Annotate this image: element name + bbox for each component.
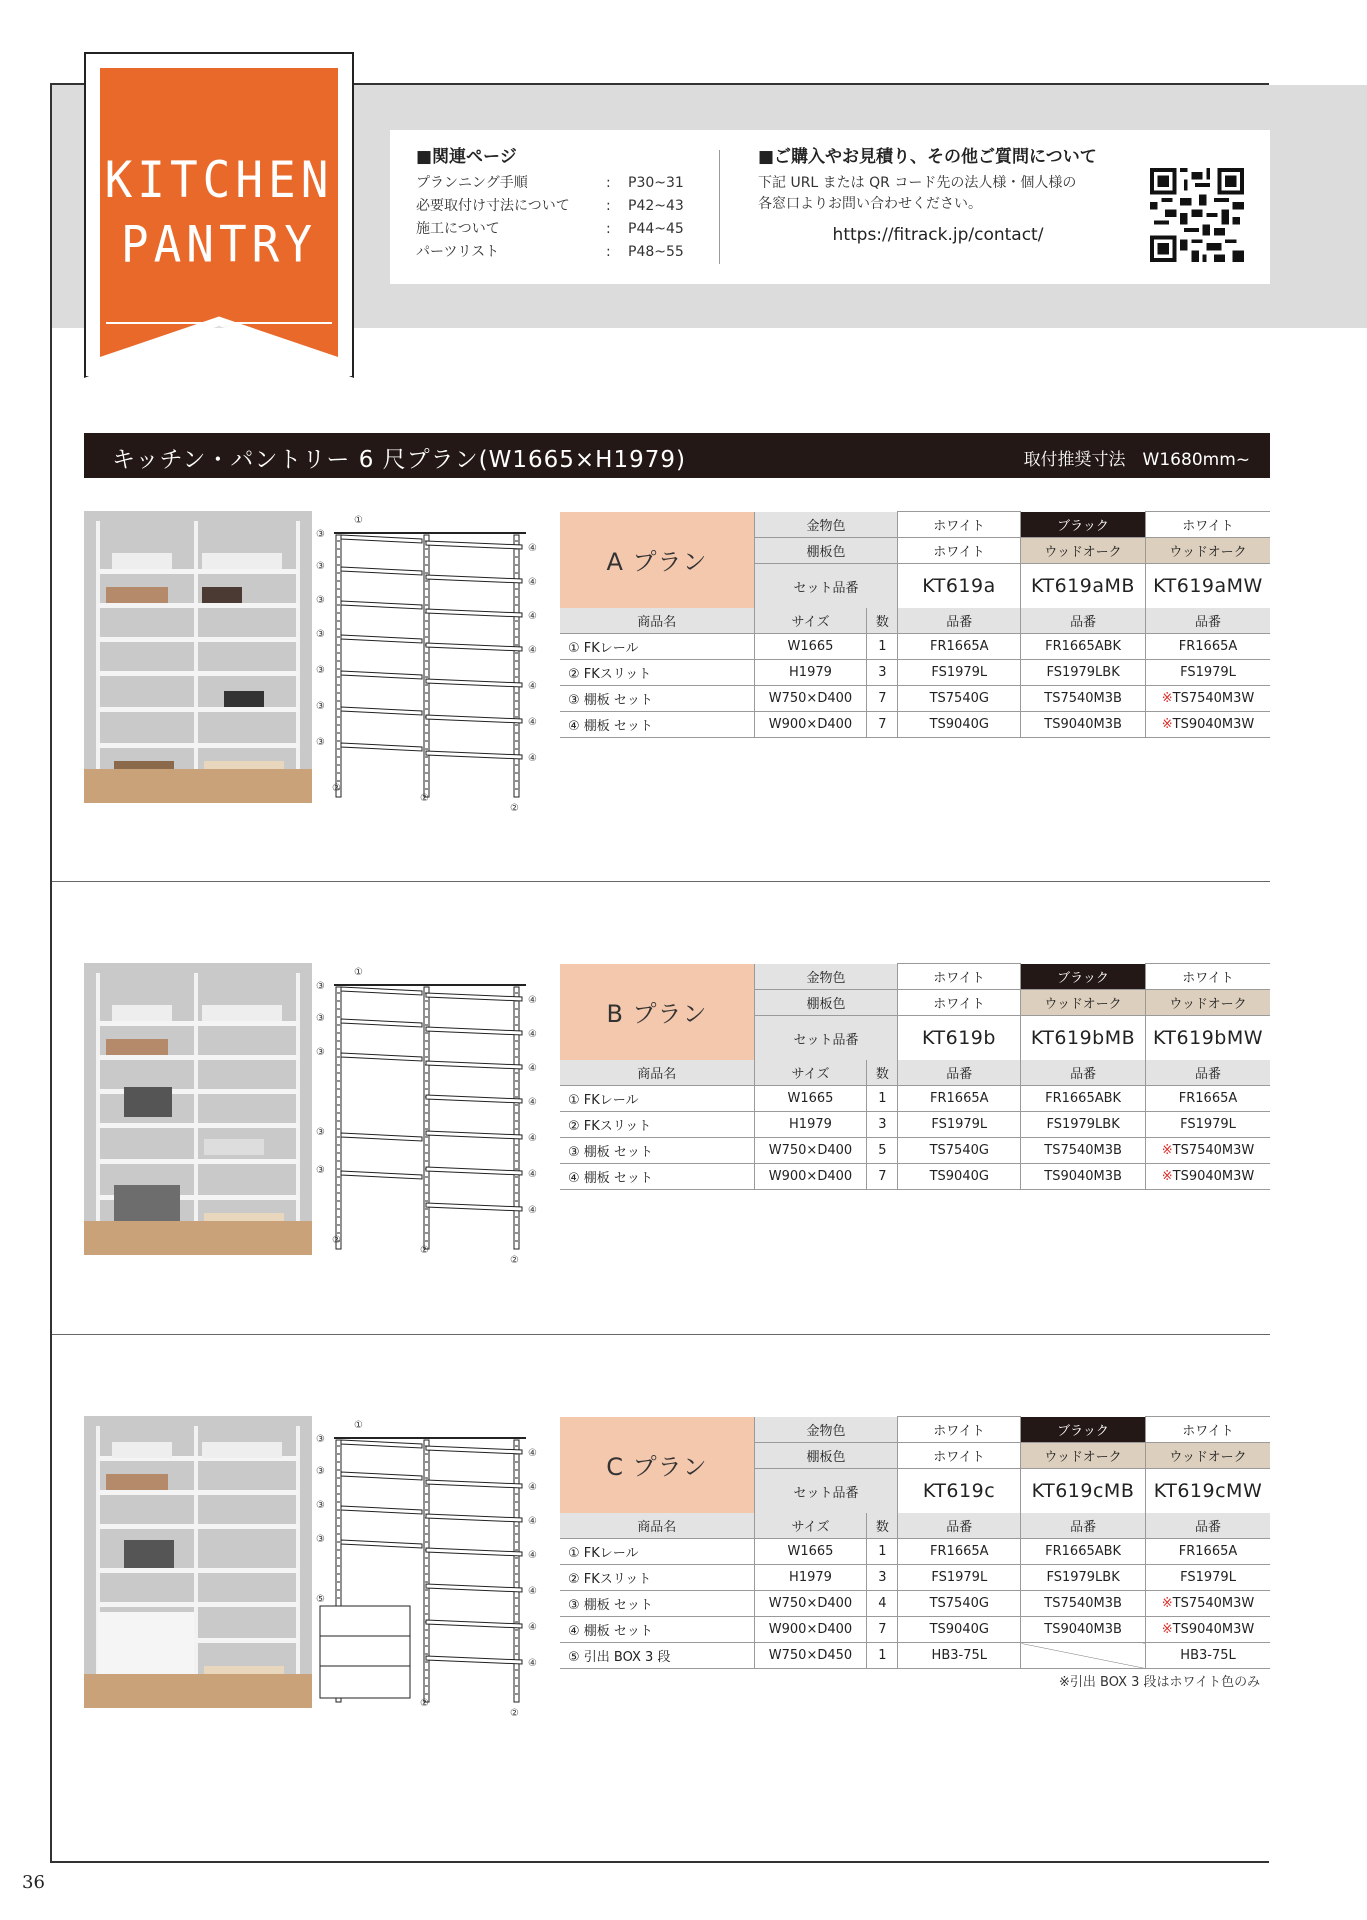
table-row: ② FKスリット H1979 3 FS1979L FS1979LBK FS1979L: [560, 1565, 1270, 1591]
callout: ④: [528, 1448, 537, 1459]
callout: ③: [316, 561, 325, 572]
callout: ④: [528, 1063, 537, 1074]
set-code: KT619a: [898, 564, 1021, 609]
callout: ③: [316, 701, 325, 712]
shelf-left: [341, 1506, 422, 1514]
callout: ④: [528, 1550, 537, 1561]
shelf-right: [426, 643, 522, 651]
callout: ②: [510, 1255, 519, 1266]
shelf-left: [341, 707, 422, 715]
separator: [52, 881, 1270, 882]
section-title-bar: [84, 433, 1270, 478]
callout: ④: [528, 1482, 537, 1493]
callout: ③: [316, 529, 325, 540]
callout: ④: [528, 1029, 537, 1040]
shelf-left: [341, 535, 422, 543]
callout: ③: [316, 1466, 325, 1477]
shelf-right: [426, 1480, 522, 1488]
info-box: [390, 130, 1270, 284]
plan-a-name: A プラン: [560, 512, 755, 609]
table-row: ① FKレール W1665 1 FR1665A FR1665ABK FR1665A: [560, 1086, 1270, 1112]
set-code: KT619aMW: [1146, 564, 1271, 609]
shelf-left: [341, 1053, 422, 1061]
table-row: ③ 棚板 セット W750×D400 5 TS7540G TS7540M3B ※TS7540M3W: [560, 1138, 1270, 1164]
qr-code-icon[interactable]: [1150, 168, 1244, 262]
plan-b-diagram: [314, 963, 554, 1266]
shelf-right: [426, 541, 522, 549]
table-row: ④ 棚板 セット W900×D400 7 TS9040G TS9040M3B ※TS9040M3W: [560, 1617, 1270, 1643]
callout: ②: [420, 1245, 429, 1256]
shelf-right: [426, 1095, 522, 1103]
shelf-left: [341, 987, 422, 995]
callout: ④: [528, 681, 537, 692]
shelf-right: [426, 1656, 522, 1664]
shelf-right: [426, 1548, 522, 1556]
callout: ④: [528, 1097, 537, 1108]
callout: ④: [528, 611, 537, 622]
recommended-size: 取付推奨寸法 W1680mm~: [1023, 450, 1250, 470]
callout: ⑤: [316, 1594, 325, 1605]
shelf-left: [341, 743, 422, 751]
shelf-right: [426, 1203, 522, 1211]
contact-text: 下記 URL または QR コード先の法人様・個人様の 各窓口よりお問い合わせください。: [758, 175, 1077, 212]
callout: ④: [528, 995, 537, 1006]
shelf-left: [341, 1540, 422, 1548]
callout: ④: [528, 753, 537, 764]
table-row: ④ 棚板 セット W900×D400 7 TS9040G TS9040M3B ※TS9040M3W: [560, 1164, 1270, 1190]
contact-section: [758, 142, 1158, 245]
badge-title: [100, 147, 338, 277]
upright: [336, 535, 341, 797]
shelf-right: [426, 1061, 522, 1069]
callout: ②: [420, 1698, 429, 1709]
shelf-left: [341, 671, 422, 679]
plan-c-name: C プラン: [560, 1417, 755, 1514]
callout: ④: [528, 543, 537, 554]
contact-title: ■ご購入やお見積り、その他ご質問について: [758, 147, 1097, 167]
shelf-left: [341, 1019, 422, 1027]
plan-c-table: C プラン 金物色 ホワイト ブラック ホワイト 棚板色 ホワイト ウッドオーク ウッドオーク セット品番 KT619c KT619cMB KT619cMW: [560, 1416, 1270, 1514]
upright: [424, 1440, 429, 1702]
callout: ④: [528, 1205, 537, 1216]
upright: [424, 535, 429, 797]
table-row: ① FKレール W1665 1 FR1665A FR1665ABK FR1665A: [560, 634, 1270, 660]
shelf-right: [426, 1167, 522, 1175]
callout: ③: [316, 1434, 325, 1445]
plan-b-photo: [84, 963, 312, 1255]
shelf-right: [426, 575, 522, 583]
shelf-right: [426, 1027, 522, 1035]
table-row: ② FKスリット H1979 3 FS1979L FS1979LBK FS1979L: [560, 660, 1270, 686]
plan-a-photo: [84, 511, 312, 803]
callout: ④: [528, 1658, 537, 1669]
table-row: ① FKレール W1665 1 FR1665A FR1665ABK FR1665A: [560, 1539, 1270, 1565]
related-row[interactable]: 施工について : P44~45: [416, 221, 684, 237]
badge-line2: PANTRY: [120, 215, 318, 274]
shelf-right: [426, 1620, 522, 1628]
shelf-left: [341, 1440, 422, 1448]
callout: ③: [316, 981, 325, 992]
shelf-left: [341, 1472, 422, 1480]
callout: ④: [528, 1516, 537, 1527]
callout: ④: [528, 1586, 537, 1597]
table-row: ③ 棚板 セット W750×D400 4 TS7540G TS7540M3B ※TS7540M3W: [560, 1591, 1270, 1617]
shelf-right: [426, 751, 522, 759]
shelf-left: [341, 1171, 422, 1179]
shelf-right: [426, 609, 522, 617]
plan-c-photo: [84, 1416, 312, 1708]
callout: ②: [332, 1235, 341, 1246]
shelf-right: [426, 679, 522, 687]
table-row: ② FKスリット H1979 3 FS1979L FS1979LBK FS1979L: [560, 1112, 1270, 1138]
not-available-cell: [1021, 1643, 1146, 1669]
upright: [336, 987, 341, 1249]
set-code: KT619aMB: [1021, 564, 1146, 609]
callout: ③: [316, 1127, 325, 1138]
info-divider: [719, 150, 720, 264]
callout: ③: [316, 595, 325, 606]
plan-c-parts: 商品名 サイズ 数 品番 品番 品番 ① FKレール W1665 1 FR1665A FR1665ABK FR1665A ② FKスリット H1979 3 FS1979L FS1979LBK FS1979L ③ 棚板 セット W750×D400 4 TS7540G TS7540M3B ※TS7540M3W ④ 棚板 セット W900×D400 7 TS9040G TS9040M3B ※TS9040M3W ⑤ 引出 BOX 3 段 W750×D450 1 HB3-75L HB3-75L: [560, 1513, 1270, 1669]
shelf-left: [341, 635, 422, 643]
shelf-right: [426, 993, 522, 1001]
shelf-right: [426, 1446, 522, 1454]
callout: ③: [316, 1534, 325, 1545]
set-code: KT619cMB: [1021, 1469, 1146, 1514]
separator: [52, 1334, 1270, 1335]
upright: [424, 987, 429, 1249]
contact-url-link[interactable]: https://fitrack.jp/contact/: [832, 225, 1044, 245]
callout: ③: [316, 1500, 325, 1511]
set-code: KT619c: [898, 1469, 1021, 1514]
callout: ④: [528, 1133, 537, 1144]
page-number: 36: [22, 1872, 45, 1893]
callout: ①: [354, 515, 363, 526]
callout: ②: [510, 803, 519, 814]
section-title: キッチン・パントリー 6 尺プラン(W1665×H1979): [112, 447, 686, 473]
plan-a-table: A プラン 金物色 ホワイト ブラック ホワイト 棚板色 ホワイト ウッドオーク ウッドオーク セット品番 KT619a KT619aMB KT619aMW: [560, 511, 1270, 609]
set-code: KT619cMW: [1146, 1469, 1271, 1514]
table-row: ③ 棚板 セット W750×D400 7 TS7540G TS7540M3B ※TS7540M3W: [560, 686, 1270, 712]
set-code: KT619bMW: [1146, 1016, 1271, 1061]
plan-a-diagram: [314, 511, 554, 814]
callout: ④: [528, 645, 537, 656]
shelf-left: [341, 1133, 422, 1141]
callout: ③: [316, 1013, 325, 1024]
callout: ③: [316, 665, 325, 676]
callout: ①: [354, 967, 363, 978]
callout: ③: [316, 1165, 325, 1176]
plan-b-parts: 商品名 サイズ 数 品番 品番 品番 ① FKレール W1665 1 FR1665A FR1665ABK FR1665A ② FKスリット H1979 3 FS1979L FS1979LBK FS1979L ③ 棚板 セット W750×D400 5 TS7540G TS7540M3B ※TS7540M3W ④ 棚板 セット W900×D400 7 TS9040G TS9040M3B ※TS9040M3W: [560, 1060, 1270, 1190]
related-pages: [416, 142, 716, 264]
related-title: ■関連ページ: [416, 147, 517, 167]
shelf-right: [426, 715, 522, 723]
shelf-right: [426, 1514, 522, 1522]
callout: ④: [528, 1622, 537, 1633]
drawer-box: [320, 1606, 410, 1698]
shelf-right: [426, 1584, 522, 1592]
callout: ①: [354, 1420, 363, 1431]
callout: ②: [332, 783, 341, 794]
callout: ③: [316, 1047, 325, 1058]
plan-b-name: B プラン: [560, 964, 755, 1061]
shelf-right: [426, 1131, 522, 1139]
callout: ②: [420, 793, 429, 804]
shelf-left: [341, 601, 422, 609]
badge-line1: KITCHEN: [104, 150, 334, 209]
shelf-left: [341, 567, 422, 575]
plan-c-diagram: [314, 1416, 554, 1719]
related-row[interactable]: 必要取付け寸法について : P42~43: [416, 198, 684, 214]
plan-a-parts: 商品名 サイズ 数 品番 品番 品番 ① FKレール W1665 1 FR1665A FR1665ABK FR1665A ② FKスリット H1979 3 FS1979L FS1979LBK FS1979L ③ 棚板 セット W750×D400 7 TS7540G TS7540M3B ※TS7540M3W ④ 棚板 セット W900×D400 7 TS9040G TS9040M3B ※TS9040M3W: [560, 608, 1270, 738]
table-row: ⑤ 引出 BOX 3 段 W750×D450 1 HB3-75L HB3-75L: [560, 1643, 1270, 1669]
callout: ③: [316, 629, 325, 640]
set-code: KT619bMB: [1021, 1016, 1146, 1061]
badge-divider: [106, 322, 332, 324]
callout: ②: [510, 1708, 519, 1719]
plan-b-table: B プラン 金物色 ホワイト ブラック ホワイト 棚板色 ホワイト ウッドオーク ウッドオーク セット品番 KT619b KT619bMB KT619bMW: [560, 963, 1270, 1061]
callout: ④: [528, 717, 537, 728]
callout: ④: [528, 1169, 537, 1180]
table-row: ④ 棚板 セット W900×D400 7 TS9040G TS9040M3B ※TS9040M3W: [560, 712, 1270, 738]
callout: ③: [316, 737, 325, 748]
related-row[interactable]: パーツリスト : P48~55: [416, 244, 684, 260]
callout: ④: [528, 577, 537, 588]
related-row[interactable]: プランニング手順 : P30~31: [416, 175, 684, 191]
footnote: ※引出 BOX 3 段はホワイト色のみ: [1059, 1675, 1261, 1690]
set-code: KT619b: [898, 1016, 1021, 1061]
